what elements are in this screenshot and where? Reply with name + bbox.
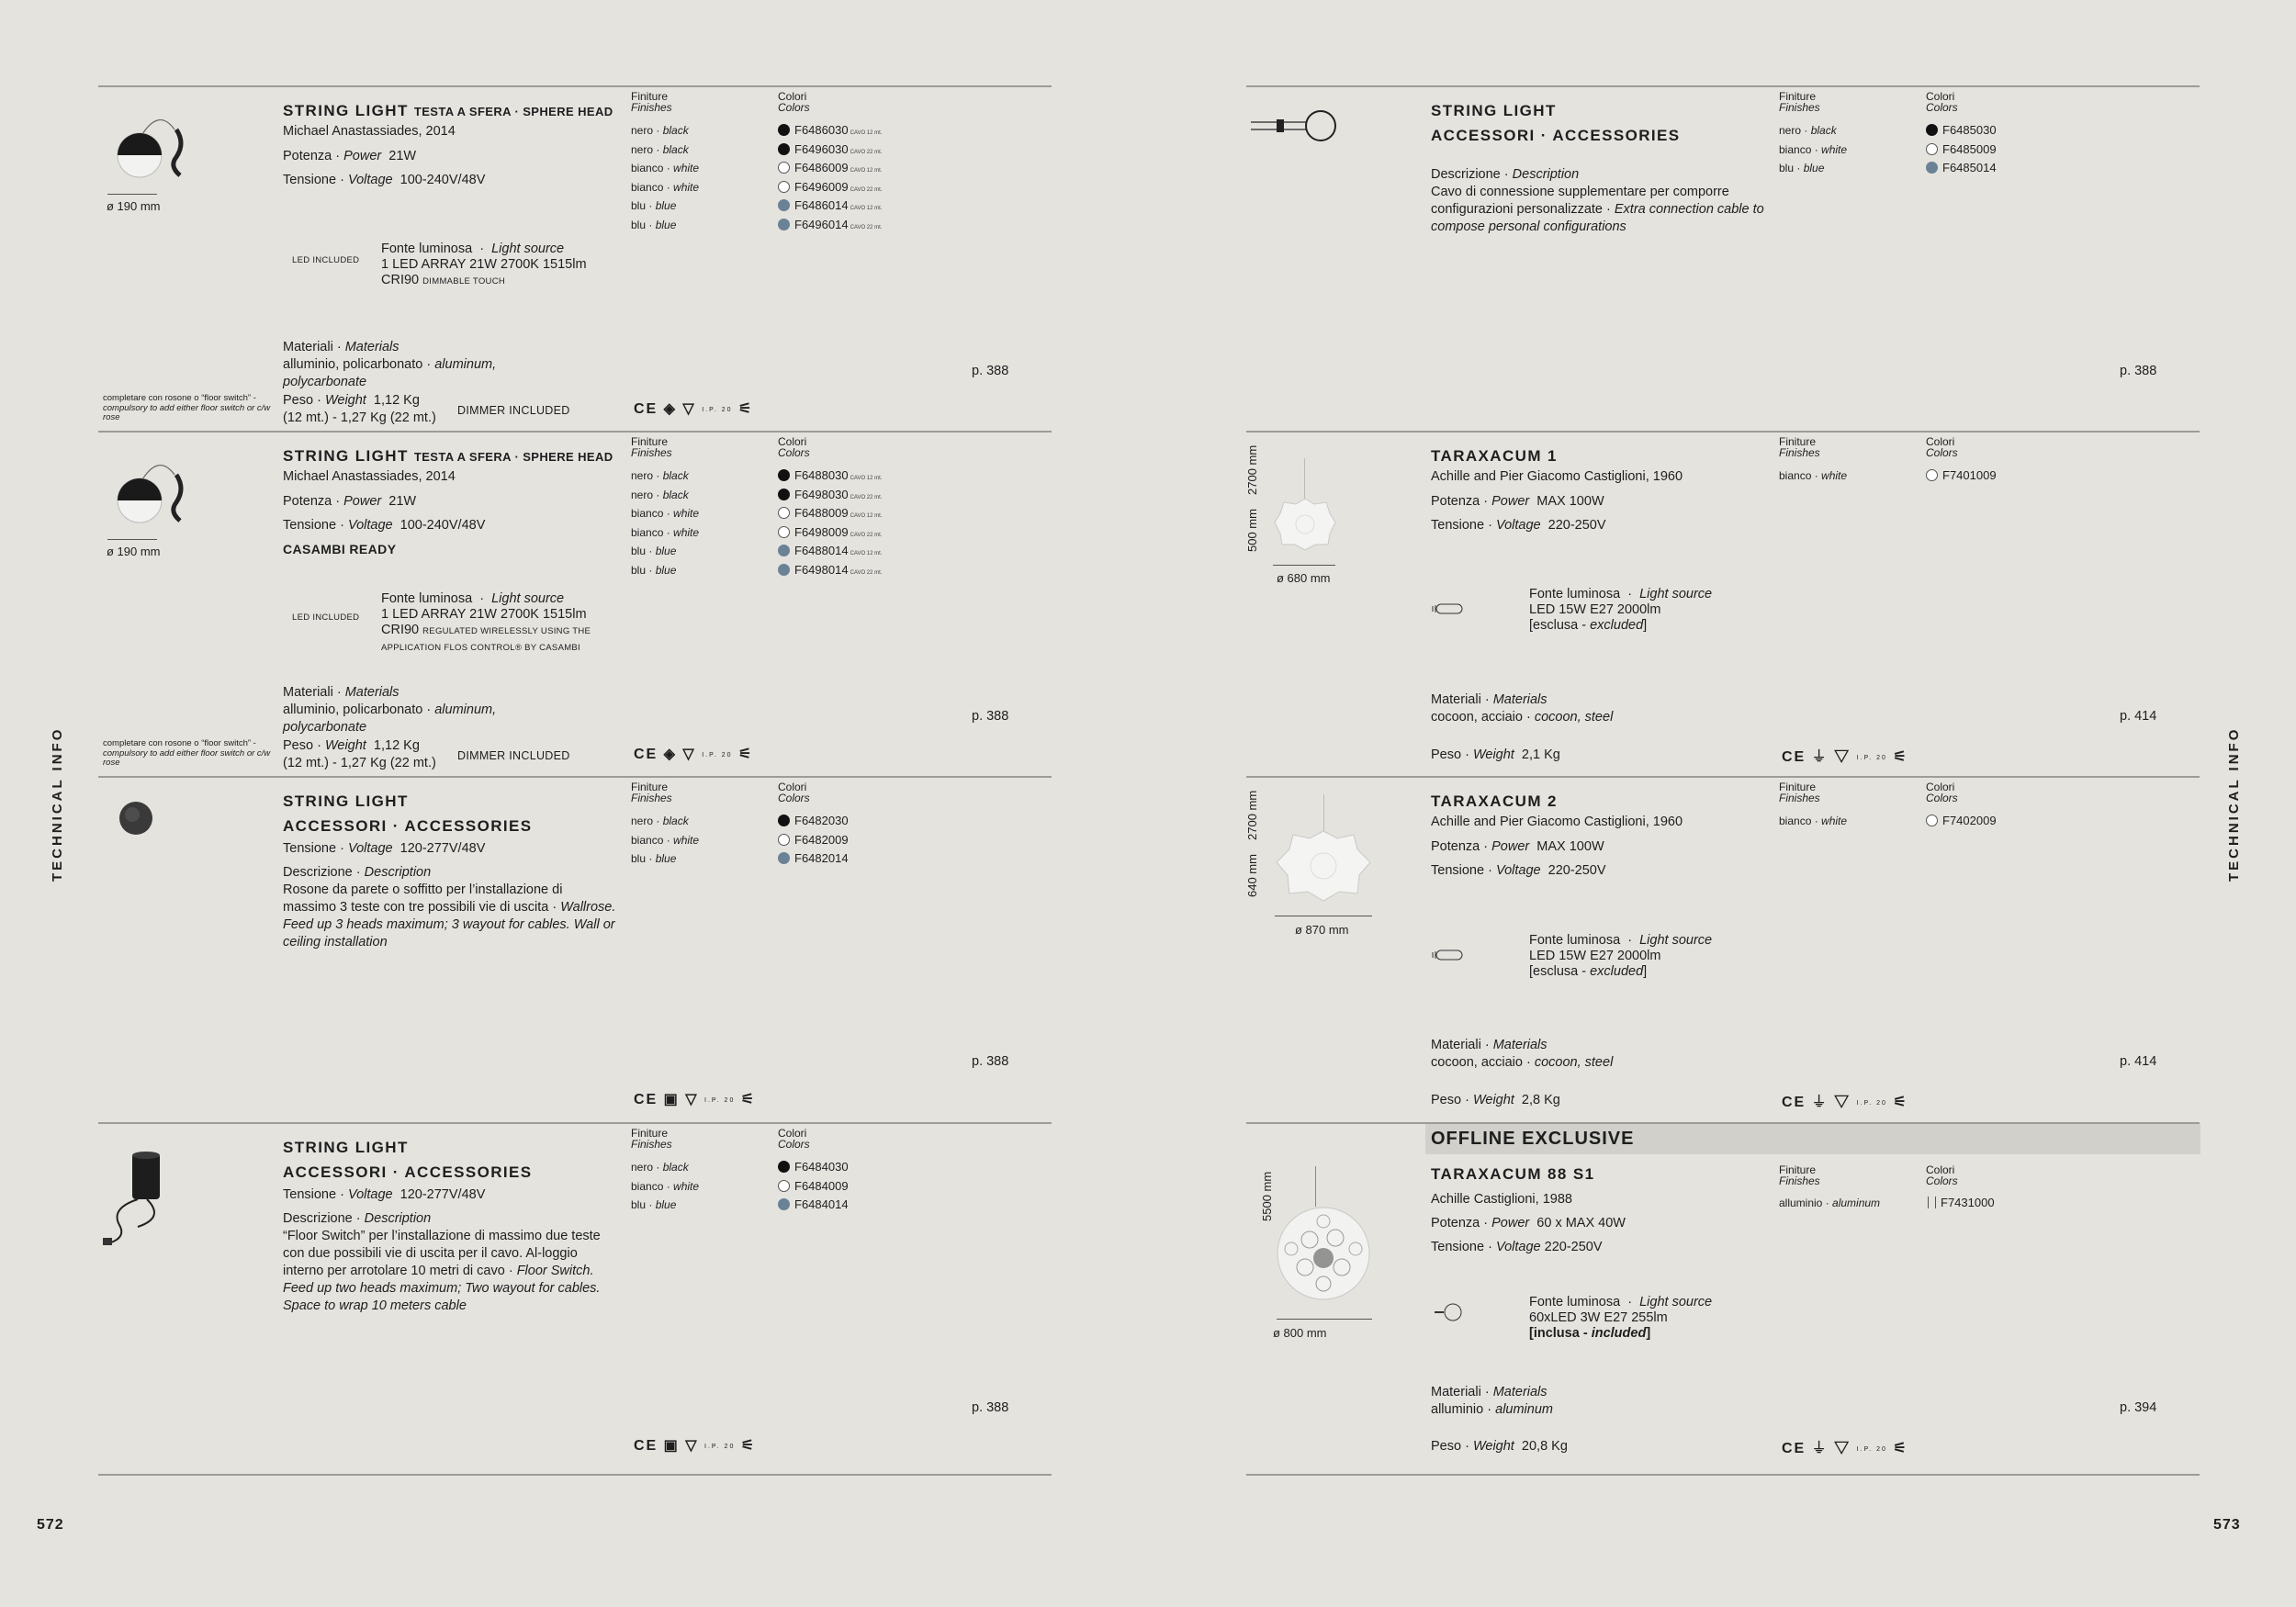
materials-label: Materiali · Materials [1431,692,1548,707]
white-swatch-icon [1926,815,1938,826]
light-source: Fonte luminosa · Light source LED 15W E27 2000lm [esclusa - excluded] [1529,933,1713,979]
finishes-header: Finiture Finishes [631,781,672,804]
blue-swatch-icon [778,1198,790,1210]
materials-en: polycarbonate [283,375,367,389]
product-name: TARAXACUM 1 [1431,447,1558,465]
page-reference: p. 388 [972,1400,1009,1415]
certification-marks: CE ⏚ ▽ I.P. 20 ⚟ [1782,1095,1908,1110]
power: Potenza · Power MAX 100W [1431,839,1604,854]
materials-label: Materiali · Materials [283,340,400,354]
product-name: TARAXACUM 2 [1431,792,1558,810]
colors-header: Colori Colors [778,90,810,114]
color-code-item: F6488014 CAVO 12 mt. [778,544,882,557]
product-taraxacum-2 [1148,776,2296,1122]
designer: Achille Castiglioni, 1988 [1431,1192,1572,1207]
product-taraxacum-88-s1 [1148,1122,2296,1474]
description: “Floor Switch” per l’installazione di massimo due teste con due possibili vie di uscita per il cavo. Al-loggio interno per arrotolare 10 metri di cavo · Floor Switch. Feed up two heads maximum; Two wayout for cables. Space to wrap 10 meters cable [283,1229,601,1313]
materials-label: Materiali · Materials [1431,1038,1548,1052]
materials-en: polycarbonate [283,720,367,735]
finish-item: bianco · white [631,162,700,174]
weight: Peso · Weight 1,12 Kg [283,738,420,753]
certification-marks: CE ▣ ▽ I.P. 20 ⚟ [634,1438,757,1454]
finish-item: blu · blue [631,218,677,231]
taraxacum-2-lamp-image [1273,829,1374,903]
light-source: Fonte luminosa · Light source 1 LED ARRAY 21W 2700K 1515lm CRI90 REGULATED WIRELESSLY USING THE APPLICATION FLOS CONTROL® BY CASAMBI [381,591,591,653]
page-reference: p. 414 [2120,709,2157,724]
product-name: STRING LIGHT [1431,102,1557,119]
power: Potenza · Power 21W [283,149,417,163]
product-info [283,776,623,1122]
finish-item: bianco · white [631,507,700,520]
product-string-light-floor-switch [0,1122,1148,1474]
finishes-header: Finiture Finishes [1779,435,1820,459]
dimmer-included-label: DIMMER INCLUDED [457,404,570,417]
finish-item: bianco · white [1779,142,1848,156]
taraxacum-88-lamp-image [1273,1203,1374,1304]
dimmer-included-label: DIMMER INCLUDED [457,749,570,762]
page-reference: p. 394 [2120,1400,2157,1415]
color-code-item: F6482009 [778,833,849,847]
diameter-label: ø 800 mm [1273,1326,1327,1340]
finish-item: nero · black [631,488,689,501]
color-code-item: F6498014 CAVO 22 mt. [778,563,882,577]
black-swatch-icon [778,489,790,500]
product-subtitle: ACCESSORI · ACCESSORIES [283,817,533,835]
suspension-line [1315,1166,1316,1207]
product-taraxacum-1 [1148,431,2296,776]
page-number-left: 572 [37,1517,64,1533]
finish-item: bianco · white [1779,469,1848,482]
weight: Peso · Weight 1,12 Kg [283,393,420,408]
description-label: Descrizione · Description [283,1211,432,1226]
weight: Peso · Weight 2,1 Kg [1431,747,1560,762]
color-code-item: F7402009 [1926,814,1997,827]
voltage: Tensione · Voltage 220-250V [1431,518,1606,533]
colors-header: Colori Colors [778,781,810,804]
height-label: 2700 mm [1245,790,1259,840]
certification-marks: CE ◈ ▽ I.P. 20 ⚟ [634,747,754,762]
separator [98,1474,1052,1476]
white-swatch-icon [778,507,790,519]
height-label: 500 mm [1245,509,1259,552]
white-swatch-icon [778,162,790,174]
sphere-head-lamp-image [103,111,195,185]
finishes-header: Finiture Finishes [631,90,672,114]
sphere-head-lamp-image [103,456,195,530]
floor-switch-image [101,1148,174,1249]
product-name: STRING LIGHT [283,1139,409,1156]
blue-swatch-icon [1926,162,1938,174]
voltage: Tensione · Voltage 120-277V/48V [283,841,486,856]
finish-item: blu · blue [631,1198,677,1211]
color-code-item: F6486030 CAVO 12 mt. [778,123,882,137]
voltage: Tensione · Voltage 100-240V/48V [283,518,486,533]
color-code-item: F6488009 CAVO 12 mt. [778,506,882,520]
white-swatch-icon [778,181,790,193]
white-swatch-icon [778,834,790,846]
materials: alluminio, policarbonato · aluminum, [283,702,497,717]
colors-header: Colori Colors [778,435,810,459]
finish-item: blu · blue [631,852,677,865]
product-string-light-cable [1148,85,2296,431]
diameter-label: ø 870 mm [1295,923,1349,937]
finish-item: bianco · white [631,525,700,539]
dimension-line [1277,1319,1372,1320]
certification-marks: CE ⏚ ▽ I.P. 20 ⚟ [1782,749,1908,765]
color-code-item: F6496014 CAVO 22 mt. [778,218,882,231]
finish-item: bianco · white [631,180,700,194]
power: Potenza · Power 21W [283,494,417,509]
finishes-header: Finiture Finishes [631,435,672,459]
power: Potenza · Power 60 x MAX 40W [1431,1216,1626,1231]
product-subtitle: ACCESSORI · ACCESSORIES [283,1163,533,1181]
connection-cable-image [1249,107,1341,144]
led-included-label: LED INCLUDED [292,255,360,265]
light-source: Fonte luminosa · Light source LED 15W E27 2000lm [esclusa - excluded] [1529,587,1713,633]
diameter-label: ø 680 mm [1277,571,1331,585]
color-code-item: F6486009 CAVO 12 mt. [778,161,882,174]
casambi-ready: CASAMBI READY [283,542,397,556]
suspension-line [1304,458,1305,500]
black-swatch-icon [1926,124,1938,136]
product-name: STRING LIGHT TESTA A SFERA · SPHERE HEAD [283,447,613,465]
voltage: Tensione · Voltage 100-240V/48V [283,173,486,187]
finishes-header: Finiture Finishes [1779,781,1820,804]
page-reference: p. 388 [972,1054,1009,1069]
suspension-line [1323,794,1324,831]
product-subtitle: ACCESSORI · ACCESSORIES [1431,127,1681,144]
designer: Achille and Pier Giacomo Castiglioni, 1960 [1431,815,1683,829]
product-info [283,1122,623,1474]
page-reference: p. 414 [2120,1054,2157,1069]
materials: alluminio, policarbonato · aluminum, [283,357,497,372]
color-code-item: F6482030 [778,814,849,827]
certification-marks: CE ▣ ▽ I.P. 20 ⚟ [634,1092,757,1107]
globe-bulb-icon [1431,1302,1468,1322]
finish-item: nero · black [631,815,689,827]
white-swatch-icon [778,1180,790,1192]
led-bulb-icon [1431,948,1468,962]
description-label: Descrizione · Description [283,865,432,880]
materials: alluminio · aluminum [1431,1402,1553,1417]
white-swatch-icon [778,526,790,538]
color-code-item: F6485009 [1926,142,1997,156]
finish-item: blu · blue [631,199,677,212]
white-swatch-icon [1926,143,1938,155]
colors-header: Colori Colors [1926,1163,1958,1187]
finish-item: nero · black [631,469,689,482]
materials: cocoon, acciaio · cocoon, steel [1431,710,1614,725]
blue-swatch-icon [778,852,790,864]
designer: Achille and Pier Giacomo Castiglioni, 1960 [1431,469,1683,484]
weight: Peso · Weight 2,8 Kg [1431,1093,1560,1107]
page-reference: p. 388 [972,709,1009,724]
aluminum-swatch-icon [1928,1197,1936,1208]
color-code-item: F6484009 [778,1179,849,1193]
color-code-item: F6486014 CAVO 12 mt. [778,198,882,212]
dimension-line [107,194,157,195]
color-code-item: F7431000 [1926,1196,1995,1209]
finishes-header: Finiture Finishes [631,1127,672,1151]
page-reference: p. 388 [2120,364,2157,378]
product-string-light-sphere-2 [0,431,1148,776]
finish-item: bianco · white [631,1179,700,1193]
blue-swatch-icon [778,545,790,556]
colors-header: Colori Colors [1926,435,1958,459]
product-name: TARAXACUM 88 S1 [1431,1165,1595,1183]
light-source: Fonte luminosa · Light source 60xLED 3W E27 255lm [inclusa - included] [1529,1295,1713,1341]
color-code-item: F6485030 [1926,123,1997,137]
white-swatch-icon [1926,469,1938,481]
led-included-label: LED INCLUDED [292,612,360,623]
color-code-item: F6484014 [778,1197,849,1211]
color-code-item: F6498009 CAVO 22 mt. [778,525,882,539]
black-swatch-icon [778,469,790,481]
materials-label: Materiali · Materials [283,685,400,700]
height-label: 640 mm [1245,854,1259,897]
height-label: 5500 mm [1260,1171,1274,1221]
height-label: 2700 mm [1245,444,1259,495]
colors-header: Colori Colors [778,1127,810,1151]
dimension-line [107,539,157,540]
product-string-light-sphere-1 [0,85,1148,431]
materials: cocoon, acciaio · cocoon, steel [1431,1055,1614,1070]
voltage: Tensione · Voltage 220-250V [1431,1240,1603,1254]
finish-item: nero · black [631,1161,689,1174]
led-bulb-icon [1431,601,1468,616]
product-name: STRING LIGHT [283,792,409,810]
product-info [1431,85,1780,431]
finish-item: blu · blue [1779,162,1825,174]
separator [1246,1474,2200,1476]
diameter-label: ø 190 mm [107,199,161,213]
finish-item: nero · black [631,142,689,156]
offline-exclusive-banner: OFFLINE EXCLUSIVE [1425,1124,2200,1154]
black-swatch-icon [778,1161,790,1173]
page-reference: p. 388 [972,364,1009,378]
dimension-line [1273,565,1335,566]
compulsory-note: completare con rosone o “floor switch” - compulsory to add either floor switch or c/w rose [103,393,271,422]
colors-header: Colori Colors [1926,90,1958,114]
certification-marks: CE ◈ ▽ I.P. 20 ⚟ [634,401,754,417]
description: Cavo di connessione supplementare per comporre configurazioni personalizzate · Extra connection cable to compose personal configurations [1431,185,1764,234]
designer: Michael Anastassiades, 2014 [283,469,456,484]
side-label-left: TECHNICAL INFO [50,726,65,882]
color-code-item: F6496009 CAVO 22 mt. [778,180,882,194]
color-code-item: F6488030 CAVO 12 mt. [778,468,882,482]
finishes-header: Finiture Finishes [1779,1163,1820,1187]
side-label-right: TECHNICAL INFO [2226,726,2242,882]
product-string-light-wallrose [0,776,1148,1122]
black-swatch-icon [778,124,790,136]
wallrose-image [116,798,156,838]
product-name: STRING LIGHT TESTA A SFERA · SPHERE HEAD [283,102,613,119]
weight-detail: (12 mt.) - 1,27 Kg (22 mt.) [283,410,436,425]
description-label: Descrizione · Description [1431,167,1580,182]
diameter-label: ø 190 mm [107,545,161,558]
color-code-item: F6498030 CAVO 22 mt. [778,488,882,501]
description: Rosone da parete o soffitto per l’installazione di massimo 3 teste con tre possibili vie di uscita · Wallrose. Feed up 3 heads maximum; 3 wayout for cables. Wall or ceiling installation [283,882,616,950]
finish-item: nero · black [1779,124,1837,137]
voltage: Tensione · Voltage 220-250V [1431,863,1606,878]
color-code-item: F6482014 [778,851,849,865]
materials-label: Materiali · Materials [1431,1385,1548,1399]
light-source: Fonte luminosa · Light source 1 LED ARRAY 21W 2700K 1515lm CRI90 DIMMABLE TOUCH [381,242,587,287]
blue-swatch-icon [778,199,790,211]
taraxacum-1-lamp-image [1273,497,1337,552]
blue-swatch-icon [778,564,790,576]
finish-item: nero · black [631,124,689,137]
weight-detail: (12 mt.) - 1,27 Kg (22 mt.) [283,756,436,770]
color-code-item: F6484030 [778,1160,849,1174]
color-code-item: F6485014 [1926,161,1997,174]
voltage: Tensione · Voltage 120-277V/48V [283,1187,486,1202]
weight: Peso · Weight 20,8 Kg [1431,1439,1568,1454]
finishes-header: Finiture Finishes [1779,90,1820,114]
black-swatch-icon [778,143,790,155]
page-number-right: 573 [2213,1517,2241,1533]
finish-item: bianco · white [631,833,700,847]
color-code-item: F6496030 CAVO 22 mt. [778,142,882,156]
finish-item: blu · blue [631,545,677,557]
blue-swatch-icon [778,219,790,230]
designer: Michael Anastassiades, 2014 [283,124,456,139]
certification-marks: CE ⏚ ▽ I.P. 20 ⚟ [1782,1441,1908,1456]
finish-item: blu · blue [631,563,677,577]
black-swatch-icon [778,815,790,826]
power: Potenza · Power MAX 100W [1431,494,1604,509]
color-code-item: F7401009 [1926,468,1997,482]
compulsory-note: completare con rosone o “floor switch” - compulsory to add either floor switch or c/w rose [103,738,271,768]
finish-item: alluminio · aluminum [1779,1197,1881,1209]
finish-item: bianco · white [1779,815,1848,827]
colors-header: Colori Colors [1926,781,1958,804]
